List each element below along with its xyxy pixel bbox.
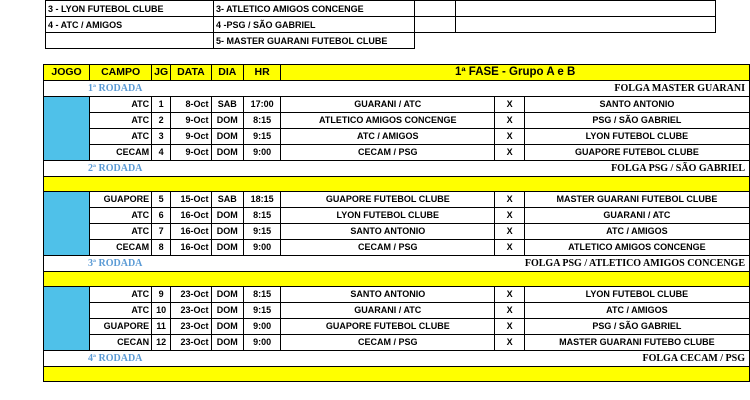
game-date: 9-Oct (171, 145, 211, 161)
round-name: 2ª RODADA (44, 161, 281, 177)
game-date: 23-Oct (171, 319, 211, 335)
game-away-team: LYON FUTEBOL CLUBE (524, 287, 749, 303)
teams-row (46, 33, 716, 49)
game-home-team: ATLETICO AMIGOS CONCENGE (281, 113, 495, 129)
schedule-table (43, 64, 750, 382)
game-campo: ATC (90, 208, 152, 224)
game-versus: X (495, 303, 524, 319)
game-number: 6 (152, 208, 171, 224)
game-versus: X (495, 97, 524, 113)
separator-cell (44, 367, 750, 382)
game-number: 8 (152, 240, 171, 256)
game-home-team: CECAM / PSG (281, 145, 495, 161)
game-home-team: GUAPORE FUTEBOL CLUBE (281, 319, 495, 335)
game-time: 17:00 (244, 97, 281, 113)
game-versus: X (495, 335, 524, 351)
teams-row (46, 17, 716, 33)
game-away-team: ATC / AMIGOS (524, 303, 749, 319)
game-away-team: MASTER GUARANI FUTEBO CLUBE (524, 335, 749, 351)
game-away-team: GUARANI / ATC (524, 208, 749, 224)
game-time: 8:15 (244, 208, 281, 224)
round-bye-team: FOLGA MASTER GUARANI (281, 81, 750, 97)
game-campo: ATC (90, 224, 152, 240)
game-away-team: PSG / SÃO GABRIEL (524, 113, 749, 129)
game-row (44, 303, 750, 319)
game-campo: ATC (90, 303, 152, 319)
header-dia: DIA (211, 65, 243, 81)
header-hr: HR (244, 65, 281, 81)
game-jogo-cell (44, 192, 90, 256)
game-away-team: MASTER GUARANI FUTEBOL CLUBE (524, 192, 749, 208)
game-versus: X (495, 192, 524, 208)
empty-cell (456, 1, 716, 17)
game-day: DOM (211, 240, 243, 256)
game-campo: ATC (90, 129, 152, 145)
game-number: 9 (152, 287, 171, 303)
game-jogo-cell (44, 97, 90, 161)
game-date: 16-Oct (171, 224, 211, 240)
game-row (44, 129, 750, 145)
game-number: 12 (152, 335, 171, 351)
game-jogo-cell (44, 287, 90, 351)
game-date: 23-Oct (171, 303, 211, 319)
game-home-team: GUARANI / ATC (281, 97, 495, 113)
game-home-team: GUAPORE FUTEBOL CLUBE (281, 192, 495, 208)
game-day: DOM (211, 145, 243, 161)
game-campo: GUAPORE (90, 319, 152, 335)
game-number: 10 (152, 303, 171, 319)
game-home-team: ATC / AMIGOS (281, 129, 495, 145)
game-away-team: LYON FUTEBOL CLUBE (524, 129, 749, 145)
game-time: 18:15 (244, 192, 281, 208)
empty-cell (456, 17, 716, 33)
game-versus: X (495, 145, 524, 161)
round-title-row (44, 161, 750, 177)
game-away-team: GUAPORE FUTEBOL CLUBE (524, 145, 749, 161)
game-number: 7 (152, 224, 171, 240)
team-group-b: 5- MASTER GUARANI FUTEBOL CLUBE (214, 33, 415, 49)
empty-cell (415, 1, 456, 17)
round-separator-bar (44, 177, 750, 192)
game-away-team: SANTO ANTONIO (524, 97, 749, 113)
game-day: DOM (211, 208, 243, 224)
game-date: 16-Oct (171, 240, 211, 256)
game-day: DOM (211, 224, 243, 240)
game-versus: X (495, 224, 524, 240)
game-time: 9:15 (244, 224, 281, 240)
game-number: 1 (152, 97, 171, 113)
separator-cell (44, 177, 750, 192)
game-away-team: ATC / AMIGOS (524, 224, 749, 240)
game-row (44, 224, 750, 240)
game-home-team: SANTO ANTONIO (281, 287, 495, 303)
round-name: 3ª RODADA (44, 256, 281, 272)
game-date: 8-Oct (171, 97, 211, 113)
game-home-team: LYON FUTEBOL CLUBE (281, 208, 495, 224)
game-row (44, 240, 750, 256)
game-time: 9:00 (244, 319, 281, 335)
game-away-team: ATLETICO AMIGOS CONCENGE (524, 240, 749, 256)
separator-cell (44, 272, 750, 287)
game-campo: ATC (90, 113, 152, 129)
game-row (44, 113, 750, 129)
round-bye-team: FOLGA PSG / SÃO GABRIEL (281, 161, 750, 177)
round-bye-team: FOLGA PSG / ATLETICO AMIGOS CONCENGE (281, 256, 750, 272)
team-group-a (46, 33, 214, 49)
header-jg: JG (152, 65, 171, 81)
header-campo: CAMPO (90, 65, 152, 81)
game-date: 9-Oct (171, 129, 211, 145)
round-title-row (44, 81, 750, 97)
game-time: 8:15 (244, 113, 281, 129)
game-row (44, 208, 750, 224)
header-phase-title: 1ª FASE - Grupo A e B (281, 65, 750, 81)
game-campo: ATC (90, 97, 152, 113)
team-group-b: 4 -PSG / SÃO GABRIEL (214, 17, 415, 33)
game-number: 11 (152, 319, 171, 335)
game-day: DOM (211, 129, 243, 145)
game-day: DOM (211, 335, 243, 351)
schedule-header-row (44, 65, 750, 81)
teams-list-table (45, 0, 716, 49)
team-group-a: 3 - LYON FUTEBOL CLUBE (46, 1, 214, 17)
round-separator-bar (44, 367, 750, 382)
game-date: 23-Oct (171, 335, 211, 351)
game-number: 2 (152, 113, 171, 129)
game-time: 9:15 (244, 303, 281, 319)
game-versus: X (495, 319, 524, 335)
game-row (44, 287, 750, 303)
game-date: 23-Oct (171, 287, 211, 303)
game-home-team: SANTO ANTONIO (281, 224, 495, 240)
round-title-row (44, 256, 750, 272)
game-versus: X (495, 208, 524, 224)
round-title-row (44, 351, 750, 367)
game-versus: X (495, 113, 524, 129)
empty-cell (415, 17, 456, 33)
round-name: 1ª RODADA (44, 81, 281, 97)
game-versus: X (495, 129, 524, 145)
game-campo: GUAPORE (90, 192, 152, 208)
header-jogo: JOGO (44, 65, 90, 81)
game-away-team: PSG / SÃO GABRIEL (524, 319, 749, 335)
game-home-team: CECAM / PSG (281, 335, 495, 351)
game-row (44, 97, 750, 113)
team-group-b: 3- ATLETICO AMIGOS CONCENGE (214, 1, 415, 17)
game-number: 5 (152, 192, 171, 208)
game-time: 9:00 (244, 335, 281, 351)
round-name: 4ª RODADA (44, 351, 281, 367)
game-date: 16-Oct (171, 208, 211, 224)
game-number: 3 (152, 129, 171, 145)
game-time: 9:15 (244, 129, 281, 145)
game-versus: X (495, 240, 524, 256)
game-campo: CECAM (90, 145, 152, 161)
game-time: 9:00 (244, 145, 281, 161)
game-row (44, 335, 750, 351)
game-number: 4 (152, 145, 171, 161)
game-home-team: GUARANI / ATC (281, 303, 495, 319)
header-data: DATA (171, 65, 211, 81)
game-time: 9:00 (244, 240, 281, 256)
game-home-team: CECAM / PSG (281, 240, 495, 256)
game-day: DOM (211, 287, 243, 303)
game-versus: X (495, 287, 524, 303)
round-bye-team: FOLGA CECAM / PSG (281, 351, 750, 367)
game-campo: CECAN (90, 335, 152, 351)
game-row (44, 192, 750, 208)
game-date: 15-Oct (171, 192, 211, 208)
game-day: DOM (211, 319, 243, 335)
game-day: DOM (211, 113, 243, 129)
game-campo: ATC (90, 287, 152, 303)
teams-row (46, 1, 716, 17)
game-row (44, 319, 750, 335)
game-day: SAB (211, 97, 243, 113)
game-date: 9-Oct (171, 113, 211, 129)
game-row (44, 145, 750, 161)
game-time: 8:15 (244, 287, 281, 303)
game-day: SAB (211, 192, 243, 208)
game-day: DOM (211, 303, 243, 319)
round-separator-bar (44, 272, 750, 287)
team-group-a: 4 - ATC / AMIGOS (46, 17, 214, 33)
game-campo: CECAM (90, 240, 152, 256)
